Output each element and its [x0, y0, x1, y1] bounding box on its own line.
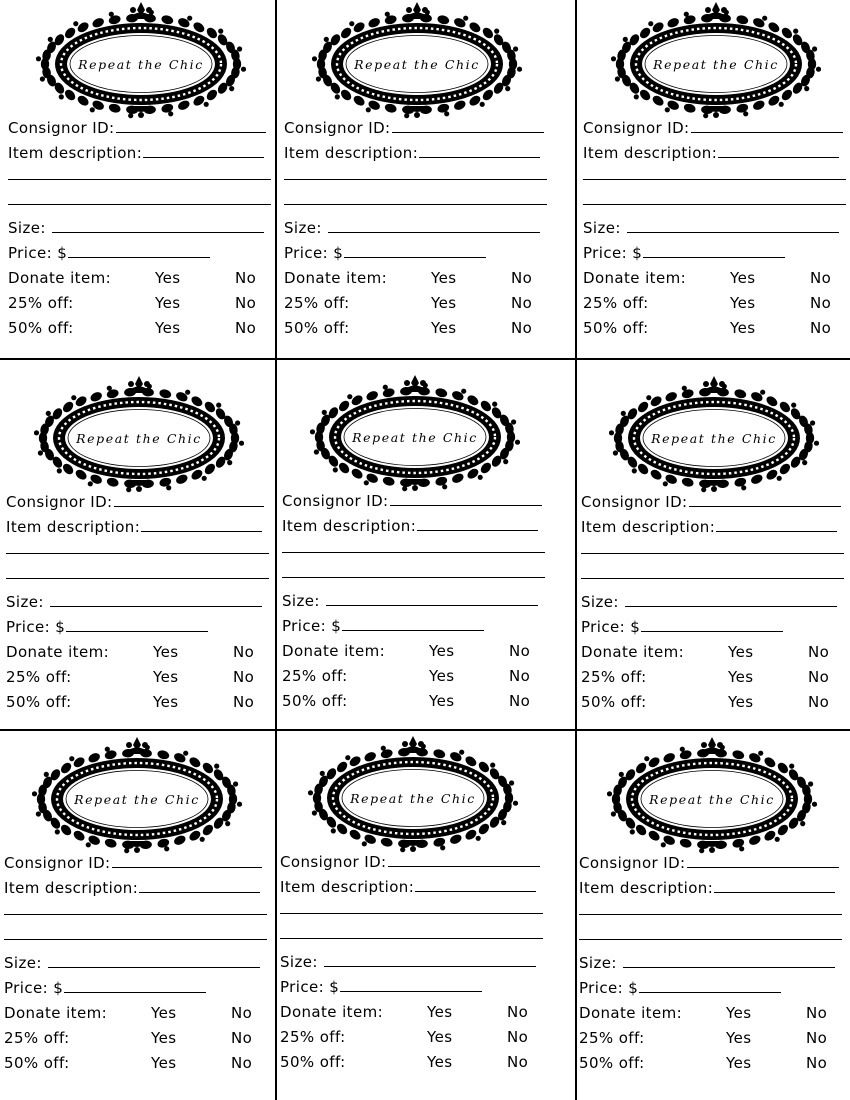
consignor-id-row	[583, 116, 850, 141]
item-description-field[interactable]	[143, 143, 264, 158]
off-25-row	[579, 1026, 849, 1051]
off-50-yes-option[interactable]: Yes	[155, 319, 181, 337]
size-label: Size:	[280, 953, 318, 971]
off-25-yes-option[interactable]: Yes	[429, 667, 455, 685]
item-description-label: Item description:	[6, 518, 141, 536]
writing-line[interactable]	[4, 914, 267, 915]
consignor-id-row	[579, 851, 849, 876]
off-25-label: 25% off:	[8, 294, 74, 312]
writing-line[interactable]	[581, 553, 844, 554]
off-25-row	[8, 291, 278, 316]
item-description-line[interactable]	[6, 565, 276, 590]
consignor-id-row	[6, 490, 276, 515]
off-50-row	[579, 1051, 849, 1076]
off-50-yes-option[interactable]: Yes	[427, 1053, 453, 1071]
donate-yes-option[interactable]: Yes	[728, 643, 754, 661]
size-row	[4, 951, 274, 976]
item-description-line[interactable]	[280, 925, 550, 950]
off-50-row	[6, 690, 276, 715]
writing-line[interactable]	[579, 914, 842, 915]
off-50-label: 50% off:	[579, 1054, 645, 1072]
consignor-id-field[interactable]	[392, 118, 544, 133]
consignor-id-label: Consignor ID:	[583, 119, 690, 137]
off-25-label: 25% off:	[581, 668, 647, 686]
item-description-row	[583, 141, 850, 166]
off-50-row	[8, 316, 278, 341]
off-25-row	[583, 291, 850, 316]
donate-item-row	[6, 640, 276, 665]
consignor-id-row	[4, 851, 274, 876]
donate-no-option[interactable]: No	[235, 269, 257, 287]
tag-fields	[579, 851, 849, 1076]
size-row	[6, 590, 276, 615]
size-label: Size:	[4, 954, 42, 972]
off-50-row	[581, 690, 850, 715]
off-50-yes-option[interactable]: Yes	[151, 1054, 177, 1072]
item-description-label: Item description:	[583, 144, 718, 162]
writing-line[interactable]	[284, 204, 547, 205]
grid-divider-vertical	[575, 0, 577, 1100]
consignor-id-field[interactable]	[689, 492, 841, 507]
price-label: Price: $	[4, 979, 64, 997]
price-label: Price: $	[583, 244, 643, 262]
off-50-label: 50% off:	[6, 693, 72, 711]
writing-line[interactable]	[8, 204, 271, 205]
off-25-row	[581, 665, 850, 690]
off-50-no-option[interactable]: No	[806, 1054, 828, 1072]
donate-item-label: Donate item:	[282, 642, 386, 660]
off-25-no-option[interactable]: No	[808, 668, 830, 686]
item-description-field[interactable]	[716, 517, 837, 532]
off-25-label: 25% off:	[282, 667, 348, 685]
item-description-row	[280, 875, 550, 900]
repeat-the-chic-logo	[607, 737, 817, 855]
item-description-line[interactable]	[280, 900, 550, 925]
off-50-row	[284, 316, 554, 341]
off-25-label: 25% off:	[579, 1029, 645, 1047]
tag-card	[579, 737, 849, 1099]
off-25-yes-option[interactable]: Yes	[427, 1028, 453, 1046]
price-row	[284, 241, 554, 266]
size-field[interactable]	[326, 591, 538, 606]
size-label: Size:	[581, 593, 619, 611]
consignor-id-label: Consignor ID:	[4, 854, 111, 872]
consignor-id-label: Consignor ID:	[6, 493, 113, 511]
consignor-id-field[interactable]	[116, 118, 266, 133]
size-row	[280, 950, 550, 975]
writing-line[interactable]	[4, 939, 267, 940]
donate-item-label: Donate item:	[280, 1003, 384, 1021]
size-row	[583, 216, 850, 241]
donate-item-label: Donate item:	[4, 1004, 108, 1022]
ornate-frame-graphic	[34, 376, 244, 494]
item-description-field[interactable]	[139, 878, 260, 893]
donate-item-label: Donate item:	[579, 1004, 683, 1022]
item-description-line[interactable]	[284, 166, 554, 191]
donate-yes-option[interactable]: Yes	[429, 642, 455, 660]
price-row	[581, 615, 850, 640]
tag-card	[581, 376, 850, 738]
off-50-no-option[interactable]: No	[235, 319, 257, 337]
off-50-yes-option[interactable]: Yes	[728, 693, 754, 711]
item-description-line[interactable]	[6, 540, 276, 565]
tag-fields	[581, 490, 850, 715]
size-label: Size:	[284, 219, 322, 237]
size-field[interactable]	[324, 952, 536, 967]
off-50-no-option[interactable]: No	[233, 693, 255, 711]
off-25-label: 25% off:	[4, 1029, 70, 1047]
consignor-id-label: Consignor ID:	[8, 119, 115, 137]
consignor-id-row	[282, 489, 552, 514]
price-label: Price: $	[6, 618, 66, 636]
brand-script-text: Repeat the Chic	[651, 431, 777, 446]
consignor-id-field[interactable]	[388, 852, 540, 867]
off-50-no-option[interactable]: No	[810, 319, 832, 337]
item-description-line[interactable]	[4, 926, 274, 951]
consignor-id-label: Consignor ID:	[280, 853, 387, 871]
size-label: Size:	[8, 219, 46, 237]
ornate-frame-graphic	[36, 2, 246, 120]
donate-item-row	[581, 640, 850, 665]
price-row	[6, 615, 276, 640]
consignor-id-label: Consignor ID:	[581, 493, 688, 511]
consignor-id-label: Consignor ID:	[282, 492, 389, 510]
price-field[interactable]	[639, 978, 781, 993]
price-field[interactable]	[340, 977, 482, 992]
price-field[interactable]	[643, 243, 785, 258]
size-label: Size:	[579, 954, 617, 972]
off-25-no-option[interactable]: No	[511, 294, 533, 312]
item-description-line[interactable]	[581, 565, 850, 590]
price-field[interactable]	[66, 617, 208, 632]
off-25-no-option[interactable]: No	[233, 668, 255, 686]
consignor-id-label: Consignor ID:	[284, 119, 391, 137]
consignor-id-field[interactable]	[687, 853, 839, 868]
off-25-yes-option[interactable]: Yes	[728, 668, 754, 686]
item-description-row	[581, 515, 850, 540]
donate-yes-option[interactable]: Yes	[153, 643, 179, 661]
off-25-row	[284, 291, 554, 316]
item-description-line[interactable]	[583, 191, 850, 216]
ornate-frame-graphic	[312, 2, 522, 120]
repeat-the-chic-logo	[32, 737, 242, 855]
price-label: Price: $	[8, 244, 68, 262]
ornate-frame-graphic	[611, 2, 821, 120]
price-field[interactable]	[68, 243, 210, 258]
item-description-line[interactable]	[583, 166, 850, 191]
off-25-yes-option[interactable]: Yes	[726, 1029, 752, 1047]
donate-item-label: Donate item:	[8, 269, 112, 287]
off-25-no-option[interactable]: No	[806, 1029, 828, 1047]
size-field[interactable]	[627, 218, 839, 233]
brand-script-text: Repeat the Chic	[76, 431, 202, 446]
off-25-yes-option[interactable]: Yes	[730, 294, 756, 312]
tag-card	[8, 2, 278, 364]
size-row	[579, 951, 849, 976]
donate-yes-option[interactable]: Yes	[151, 1004, 177, 1022]
donate-item-label: Donate item:	[284, 269, 388, 287]
item-description-label: Item description:	[579, 879, 714, 897]
donate-item-row	[284, 266, 554, 291]
writing-line[interactable]	[280, 913, 543, 914]
writing-line[interactable]	[280, 938, 543, 939]
price-row	[280, 975, 550, 1000]
tag-fields	[282, 489, 552, 714]
size-label: Size:	[282, 592, 320, 610]
price-row	[8, 241, 278, 266]
donate-item-row	[4, 1001, 274, 1026]
repeat-the-chic-logo	[34, 376, 244, 494]
donate-item-label: Donate item:	[6, 643, 110, 661]
writing-line[interactable]	[282, 552, 545, 553]
tag-fields	[6, 490, 276, 715]
price-field[interactable]	[344, 243, 486, 258]
tag-fields	[583, 116, 850, 341]
donate-yes-option[interactable]: Yes	[726, 1004, 752, 1022]
tag-card	[284, 2, 554, 364]
off-50-label: 50% off:	[282, 692, 348, 710]
donate-item-row	[8, 266, 278, 291]
item-description-line[interactable]	[581, 540, 850, 565]
off-25-label: 25% off:	[280, 1028, 346, 1046]
item-description-label: Item description:	[8, 144, 143, 162]
item-description-row	[4, 876, 274, 901]
donate-item-row	[579, 1001, 849, 1026]
off-50-yes-option[interactable]: Yes	[726, 1054, 752, 1072]
size-field[interactable]	[623, 953, 835, 968]
price-label: Price: $	[280, 978, 340, 996]
item-description-field[interactable]	[417, 516, 538, 531]
off-25-label: 25% off:	[583, 294, 649, 312]
item-description-label: Item description:	[280, 878, 415, 896]
brand-script-text: Repeat the Chic	[653, 57, 779, 72]
item-description-label: Item description:	[282, 517, 417, 535]
item-description-row	[8, 141, 278, 166]
off-25-no-option[interactable]: No	[810, 294, 832, 312]
off-50-label: 50% off:	[4, 1054, 70, 1072]
ornate-frame-graphic	[607, 737, 817, 855]
size-field[interactable]	[50, 592, 262, 607]
size-row	[284, 216, 554, 241]
off-50-no-option[interactable]: No	[511, 319, 533, 337]
writing-line[interactable]	[282, 577, 545, 578]
price-row	[4, 976, 274, 1001]
donate-item-label: Donate item:	[581, 643, 685, 661]
size-field[interactable]	[625, 592, 837, 607]
donate-yes-option[interactable]: Yes	[427, 1003, 453, 1021]
writing-line[interactable]	[583, 179, 846, 180]
off-25-row	[280, 1025, 550, 1050]
consignor-id-label: Consignor ID:	[579, 854, 686, 872]
ornate-frame-graphic	[308, 736, 518, 854]
item-description-line[interactable]	[579, 901, 849, 926]
consignor-id-row	[581, 490, 850, 515]
tag-card	[6, 376, 276, 738]
donate-item-row	[282, 639, 552, 664]
price-label: Price: $	[579, 979, 639, 997]
tag-card	[282, 375, 552, 737]
repeat-the-chic-logo	[310, 375, 520, 493]
brand-script-text: Repeat the Chic	[74, 792, 200, 807]
off-50-yes-option[interactable]: Yes	[431, 319, 457, 337]
price-label: Price: $	[581, 618, 641, 636]
off-50-no-option[interactable]: No	[509, 692, 531, 710]
item-description-line[interactable]	[8, 191, 278, 216]
size-field[interactable]	[52, 218, 264, 233]
consignor-id-field[interactable]	[390, 491, 542, 506]
off-50-row	[282, 689, 552, 714]
off-50-row	[280, 1050, 550, 1075]
consignor-id-row	[280, 850, 550, 875]
price-label: Price: $	[284, 244, 344, 262]
price-field[interactable]	[64, 978, 206, 993]
item-description-label: Item description:	[4, 879, 139, 897]
item-description-label: Item description:	[284, 144, 419, 162]
price-row	[282, 614, 552, 639]
writing-line[interactable]	[583, 204, 846, 205]
donate-no-option[interactable]: No	[507, 1003, 529, 1021]
writing-line[interactable]	[579, 939, 842, 940]
off-50-yes-option[interactable]: Yes	[730, 319, 756, 337]
tag-card	[583, 2, 850, 364]
off-25-no-option[interactable]: No	[507, 1028, 529, 1046]
repeat-the-chic-logo	[36, 2, 246, 120]
off-25-yes-option[interactable]: Yes	[155, 294, 181, 312]
tag-card	[280, 736, 550, 1098]
off-50-no-option[interactable]: No	[507, 1053, 529, 1071]
tag-fields	[284, 116, 554, 341]
donate-yes-option[interactable]: Yes	[730, 269, 756, 287]
off-25-row	[282, 664, 552, 689]
off-50-label: 50% off:	[581, 693, 647, 711]
item-description-row	[282, 514, 552, 539]
size-label: Size:	[6, 593, 44, 611]
brand-script-text: Repeat the Chic	[350, 791, 476, 806]
size-row	[282, 589, 552, 614]
writing-line[interactable]	[284, 179, 547, 180]
off-25-yes-option[interactable]: Yes	[431, 294, 457, 312]
donate-no-option[interactable]: No	[808, 643, 830, 661]
off-50-row	[583, 316, 850, 341]
consignor-id-row	[8, 116, 278, 141]
donate-no-option[interactable]: No	[511, 269, 533, 287]
tag-card	[4, 737, 274, 1099]
item-description-line[interactable]	[8, 166, 278, 191]
item-description-field[interactable]	[714, 878, 835, 893]
consignor-id-field[interactable]	[114, 492, 264, 507]
donate-yes-option[interactable]: Yes	[155, 269, 181, 287]
repeat-the-chic-logo	[308, 736, 518, 854]
size-row	[581, 590, 850, 615]
donate-item-row	[280, 1000, 550, 1025]
off-50-no-option[interactable]: No	[808, 693, 830, 711]
off-25-no-option[interactable]: No	[235, 294, 257, 312]
item-description-line[interactable]	[282, 564, 552, 589]
item-description-label: Item description:	[581, 518, 716, 536]
ornate-frame-graphic	[310, 375, 520, 493]
off-50-label: 50% off:	[8, 319, 74, 337]
price-row	[583, 241, 850, 266]
item-description-row	[579, 876, 849, 901]
off-50-yes-option[interactable]: Yes	[153, 693, 179, 711]
writing-line[interactable]	[6, 578, 269, 579]
donate-item-label: Donate item:	[583, 269, 687, 287]
off-50-label: 50% off:	[280, 1053, 346, 1071]
tag-fields	[280, 850, 550, 1075]
item-description-field[interactable]	[415, 877, 536, 892]
price-field[interactable]	[641, 617, 783, 632]
off-25-label: 25% off:	[284, 294, 350, 312]
brand-script-text: Repeat the Chic	[354, 57, 480, 72]
price-row	[579, 976, 849, 1001]
tag-fields	[4, 851, 274, 1076]
off-25-no-option[interactable]: No	[509, 667, 531, 685]
repeat-the-chic-logo	[312, 2, 522, 120]
off-50-label: 50% off:	[284, 319, 350, 337]
consignor-id-field[interactable]	[691, 118, 843, 133]
off-50-label: 50% off:	[583, 319, 649, 337]
writing-line[interactable]	[581, 578, 844, 579]
repeat-the-chic-logo	[611, 2, 821, 120]
price-field[interactable]	[342, 616, 484, 631]
item-description-line[interactable]	[282, 539, 552, 564]
item-description-line[interactable]	[284, 191, 554, 216]
item-description-row	[6, 515, 276, 540]
consignor-id-row	[284, 116, 554, 141]
item-description-line[interactable]	[4, 901, 274, 926]
tag-fields	[8, 116, 278, 341]
donate-item-row	[583, 266, 850, 291]
donate-no-option[interactable]: No	[231, 1004, 253, 1022]
writing-line[interactable]	[6, 553, 269, 554]
ornate-frame-graphic	[609, 376, 819, 494]
brand-script-text: Repeat the Chic	[649, 792, 775, 807]
size-row	[8, 216, 278, 241]
item-description-line[interactable]	[579, 926, 849, 951]
item-description-row	[284, 141, 554, 166]
off-25-yes-option[interactable]: Yes	[153, 668, 179, 686]
donate-no-option[interactable]: No	[810, 269, 832, 287]
item-description-field[interactable]	[419, 143, 540, 158]
brand-script-text: Repeat the Chic	[352, 430, 478, 445]
donate-yes-option[interactable]: Yes	[431, 269, 457, 287]
donate-no-option[interactable]: No	[233, 643, 255, 661]
off-25-row	[4, 1026, 274, 1051]
consignor-id-field[interactable]	[112, 853, 262, 868]
off-25-no-option[interactable]: No	[231, 1029, 253, 1047]
repeat-the-chic-logo	[609, 376, 819, 494]
item-description-field[interactable]	[718, 143, 839, 158]
donate-no-option[interactable]: No	[509, 642, 531, 660]
brand-script-text: Repeat the Chic	[78, 57, 204, 72]
ornate-frame-graphic	[32, 737, 242, 855]
donate-no-option[interactable]: No	[806, 1004, 828, 1022]
price-label: Price: $	[282, 617, 342, 635]
size-field[interactable]	[328, 218, 540, 233]
off-50-yes-option[interactable]: Yes	[429, 692, 455, 710]
off-25-label: 25% off:	[6, 668, 72, 686]
writing-line[interactable]	[8, 179, 271, 180]
off-50-no-option[interactable]: No	[231, 1054, 253, 1072]
size-label: Size:	[583, 219, 621, 237]
item-description-field[interactable]	[141, 517, 262, 532]
off-50-row	[4, 1051, 274, 1076]
size-field[interactable]	[48, 953, 260, 968]
off-25-row	[6, 665, 276, 690]
off-25-yes-option[interactable]: Yes	[151, 1029, 177, 1047]
